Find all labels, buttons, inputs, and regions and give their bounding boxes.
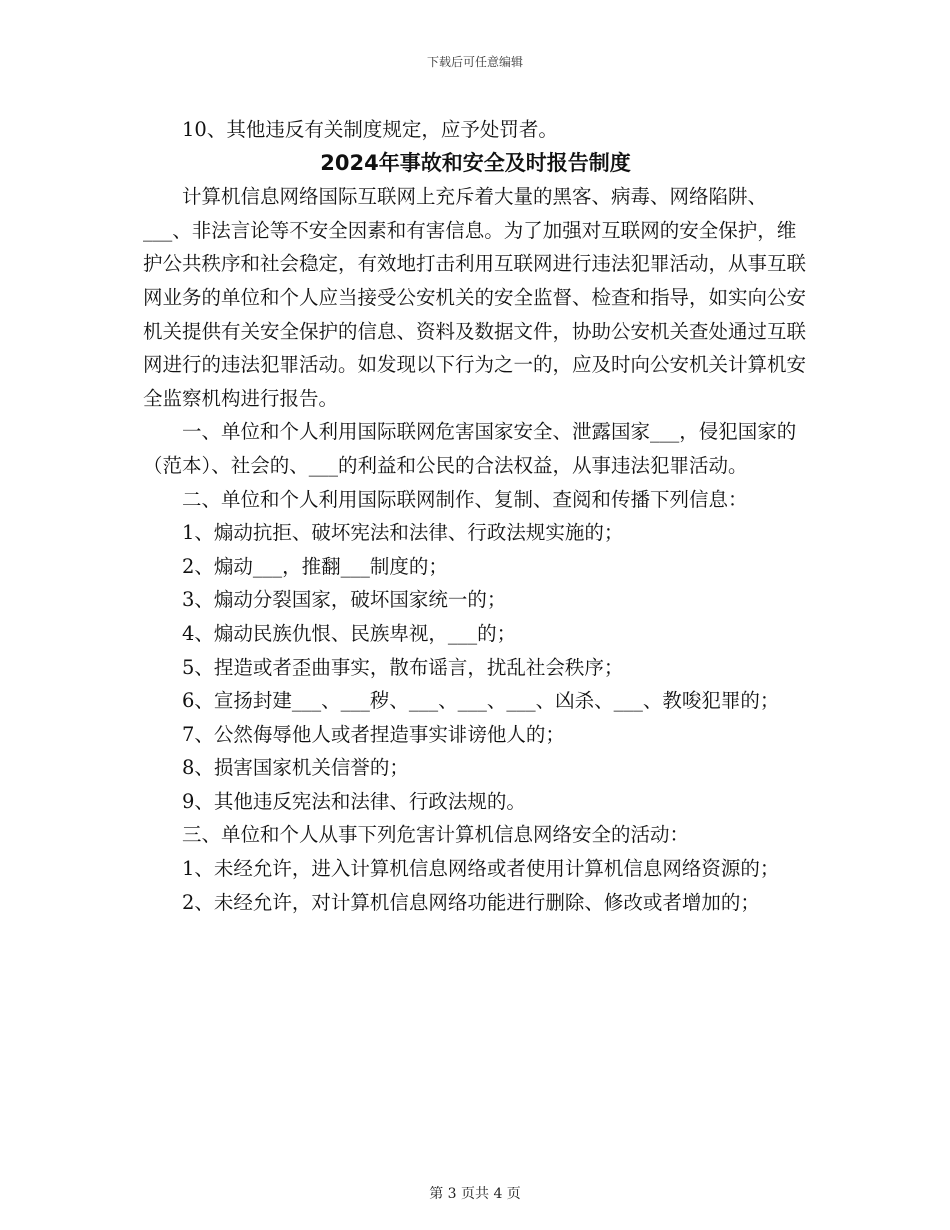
page-number: 第 3 页共 4 页 — [429, 1186, 521, 1202]
paragraph-section-two: 二、单位和个人利用国际联网制作、复制、查阅和传播下列信息： — [182, 487, 748, 511]
list-item: 5、捏造或者歪曲事实，散布谣言，扰乱社会秩序； — [182, 655, 624, 679]
page-header-note: 下载后可任意编辑 — [426, 55, 523, 69]
list-item: 1、未经允许，进入计算机信息网络或者使用计算机信息网络资源的； — [182, 857, 780, 881]
list-item: 7、公然侮辱他人或者捏造事实诽谤他人的； — [182, 722, 565, 746]
list-item: 3、煽动分裂国家，破坏国家统一的； — [182, 588, 507, 612]
list-item: 9、其他违反宪法和法律、行政法规的。 — [182, 789, 526, 813]
paragraph-intro: 计算机信息网络国际互联网上充斥着大量的黑客、病毒、网络陷阱、___、非法言论等不安全因素和有害信息。为了加强对互联网的安全保护，维护公共秩序和社会稳定，有效地打击利用互联网进行违法犯罪活动，从事互联网业务的单位和个人应当接受公安机关的安全监督、检查和指导，如实向公安机关提供有关安全保护的信息、资料及数据文件，协助公安机关查处通过互联网进行的违法犯罪活动。如发现以下行为之一的，应及时向公安机关计算机安全监察机构进行报告。 — [143, 185, 807, 410]
paragraph-section-three: 三、单位和个人从事下列危害计算机信息网络安全的活动： — [182, 823, 690, 847]
list-item: 8、损害国家机关信誉的； — [182, 756, 409, 780]
document-title: 2024年事故和安全及时报告制度 — [320, 150, 631, 175]
list-item: 2、煽动___，推翻___制度的； — [182, 554, 448, 578]
paragraph-section-one: 一、单位和个人利用国际联网危害国家安全、泄露国家___，侵犯国家的（范本）、社会的、___的利益和公民的合法权益，从事违法犯罪活动。 — [143, 420, 797, 477]
list-item: 6、宣扬封建___、___秽、___、___、___、凶杀、___、教唆犯罪的； — [182, 689, 780, 713]
list-item: 4、煽动民族仇恨、民族卑视，___的； — [182, 621, 517, 645]
list-item: 1、煽动抗拒、破坏宪法和法律、行政法规实施的； — [182, 521, 624, 545]
document-body — [143, 113, 808, 919]
list-item: 2、未经允许，对计算机信息网络功能进行删除、修改或者增加的； — [182, 890, 760, 914]
lead-item: 10、其他违反有关制度规定，应予处罚者。 — [182, 118, 558, 141]
